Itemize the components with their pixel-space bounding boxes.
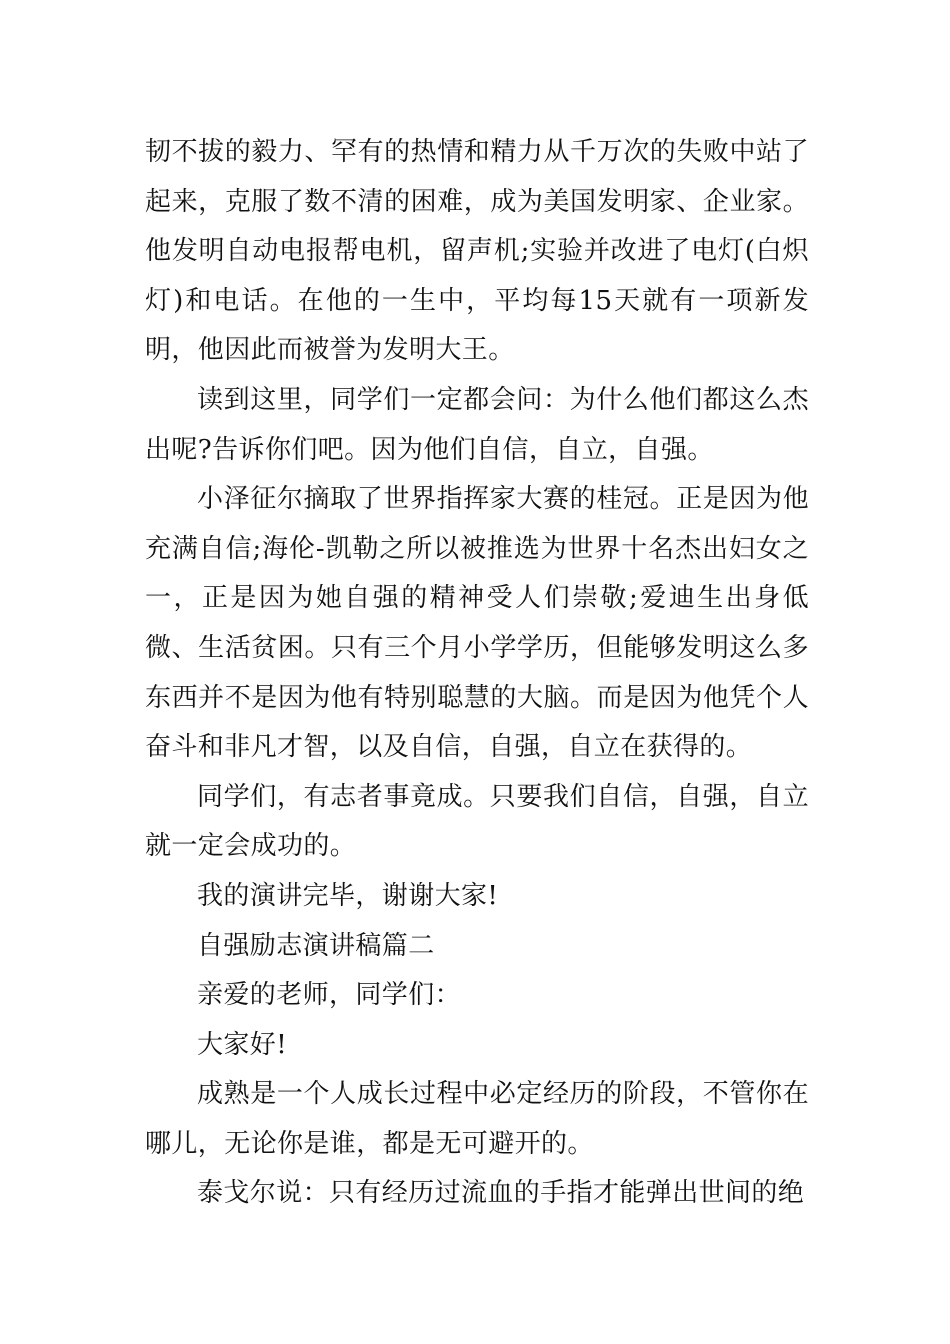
document-body	[145, 128, 809, 1219]
paragraph-maturity: 成熟是一个人成长过程中必定经历的阶段，不管你在哪儿，无论你是谁，都是无可避开的。	[145, 1079, 809, 1159]
paragraph-closing: 我的演讲完毕，谢谢大家!	[197, 880, 499, 911]
paragraph-salutation: 亲爱的老师，同学们：	[197, 980, 462, 1011]
paragraph-greeting: 大家好!	[197, 1029, 288, 1060]
paragraph-edison-continued: 韧不拔的毅力、罕有的热情和精力从千万次的失败中站了起来，克服了数不清的困难，成为美国发明家、企业家。他发明自动电报帮电机，留声机;实验并改进了电灯(白炽灯)和电话。在他的一生中，平均每15天就有一项新发明，他因此而被誉为发明大王。	[145, 137, 809, 366]
paragraph-conclusion: 同学们，有志者事竟成。只要我们自信，自强，自立就一定会成功的。	[145, 781, 809, 862]
paragraph-examples: 小泽征尔摘取了世界指挥家大赛的桂冠。正是因为他充满自信;海伦-凯勒之所以被推选为世界十名杰出妇女之一，正是因为她自强的精神受人们崇敬;爱迪生出身低微、生活贫困。只有三个月小学学历，但能够发明这么多东西并不是因为他有特别聪慧的大脑。而是因为他凭个人奋斗和非凡才智，以及自信，自强，自立在获得的。	[145, 484, 809, 763]
section-heading: 自强励志演讲稿篇二	[197, 930, 435, 961]
paragraph-tagore-quote: 泰戈尔说：只有经历过流血的手指才能弹出世间的绝	[197, 1178, 805, 1209]
paragraph-question: 读到这里，同学们一定都会问：为什么他们都这么杰出呢?告诉你们吧。因为他们自信，自立，自强。	[145, 384, 809, 465]
